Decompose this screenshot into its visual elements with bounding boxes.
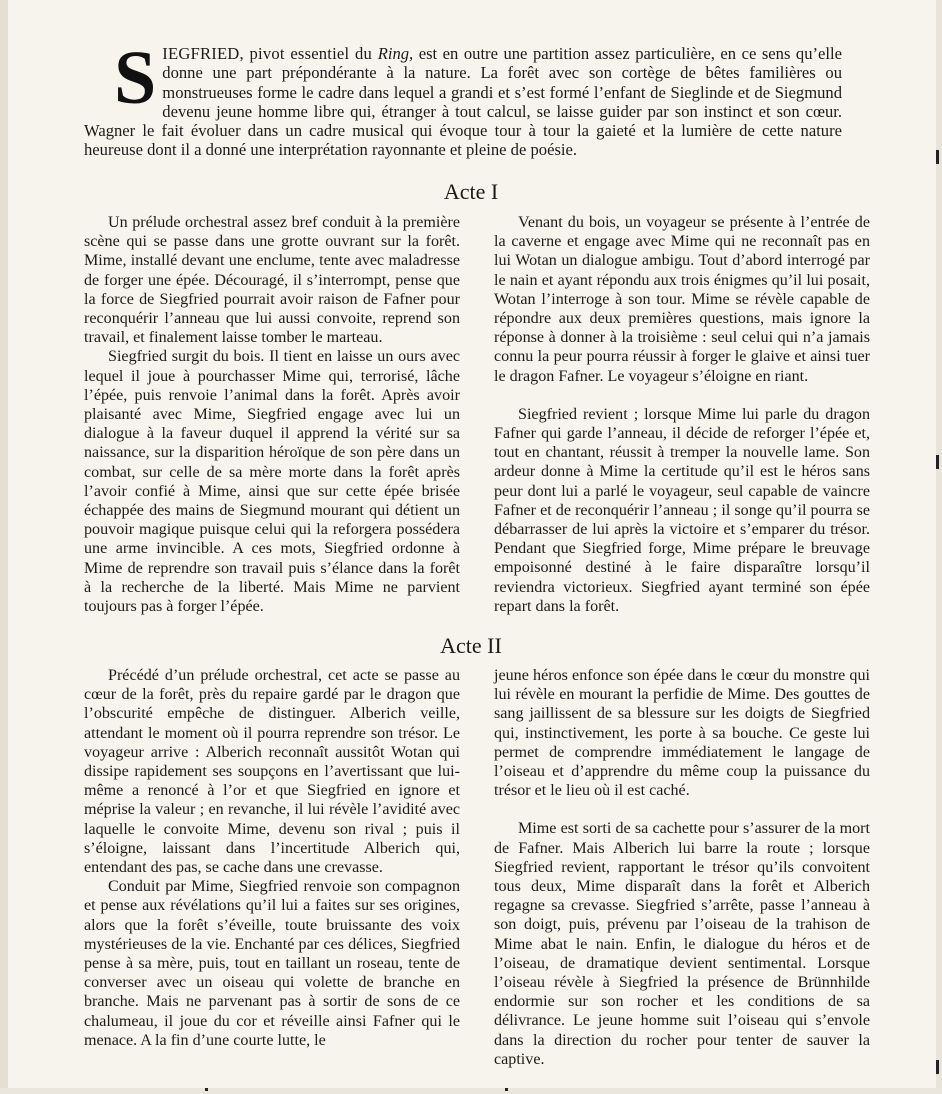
- act-1-right-column: [494, 213, 870, 616]
- scan-edge-right: [936, 0, 942, 1094]
- scan-edge-bottom: [0, 1088, 942, 1094]
- paragraph: Conduit par Mime, Siegfried renvoie son compagnon et pense aux révélations qu’il lui a faites sur ses origines, alors que la forêt s’éveille, toute bruissante des voix mystérieuses de la vie. Enchanté par ces délices, Siegfried pense à sa mère, puis, tout en taillant un roseau, tente de converser avec un oiseau qui volette de branche en branche. Mais ne parvenant pas à sortir de sons de ce chalumeau, il joue du cor et réveille ainsi Fafner qui le menace. A la fin d’une courte lutte, le: [84, 878, 460, 1049]
- scan-mark: [936, 455, 939, 469]
- paragraph: Mime est sorti de sa cachette pour s’assurer de la mort de Fafner. Mais Alberich lui barre la route ; lorsque Siegfried revient, rapportant le trésor qu’ils convoitent tous deux, Mime disparaît dans la forêt et Alberich regagne sa crevasse. Siegfried s’arrête, passe l’anneau à son doigt, puis, prévenu par l’oiseau de la trahison de Mime abat le nain. Enfin, le dialogue du héros et de l’oiseau, de dramatique devient sentimental. Lorsque l’oiseau révèle à Siegfried la présence de Brünnhilde endormie sur son rocher et les conditions de sa délivrance. Le jeune homme suit l’oiseau qui s’envole dans la direction du rocher pour tenter de sauver la captive.: [494, 820, 870, 1068]
- scan-mark: [505, 1088, 508, 1091]
- paragraph: Venant du bois, un voyageur se présente à l’entrée de la caverne et engage avec Mime qui ne reconnaît pas en lui Wotan un dialogue ambigu. Tout d’abord interrogé par le nain et ayant répondu aux trois énigmes qu’il lui posait, Wotan l’interroge à son tour. Mime se révèle capable de répondre aux deux premières questions, mais ignore la réponse à donner à la troisième : seul celui qui n’a jamais connu la peur pourra réussir à forger le glaive et ainsi tuer le dragon Fafner. Le voyageur s’éloigne en riant.: [494, 214, 870, 385]
- paragraph: Siegfried surgit du bois. Il tient en laisse un ours avec lequel il joue à pourchasser Mime qui, terrorisé, lâche l’épée, puis renvoie l’animal dans la forêt. Après avoir plaisanté avec Mime, Siegfried engage avec lui un dialogue à la faveur duquel il apprend la vérité sur sa naissance, sur la disparition héroïque de son père dans un combat, sur celle de sa mère morte dans la forêt après l’avoir confié à Mime, ainsi que sur cette épée brisée échappée des mains de Siegmund mourant qui détient un pouvoir magique puisque celui qui la reforgera possédera une arme invincible. A ces mots, Siegfried ordonne à Mime de reprendre son travail puis s’élance dans la forêt à la recherche de la liberté. Mais Mime ne parvient toujours pas à forger l’épée.: [84, 348, 460, 616]
- paragraph: Précédé d’un prélude orchestral, cet acte se passe au cœur de la forêt, près du repaire gardé par le dragon que l’obscurité empêche de distinguer. Alberich veille, attendant le moment où il pourra reprendre son trésor. Le voyageur arrive : Alberich reconnaît aussitôt Wotan qui dissipe rapidement ses soupçons en l’avertissant que lui-même a renoncé à l’or et que Siegfried en ignore et méprise la valeur ; en revanche, il lui révèle l’avidité avec laquelle le convoite Mime, devenu son rival ; puis il s’éloigne, laissant dans l’incertitude Alberich qui, entendant des pas, se cache dans une crevasse.: [84, 667, 460, 877]
- paragraph: jeune héros enfonce son épée dans le cœur du monstre qui lui révèle en mourant la perfidie de Mime. Des gouttes de sang jaillissent de sa blessure sur les doigts de Siegfried qui, instinctivement, les porte à sa bouche. Ce geste lui permet de comprendre immédiatement le langage de l’oiseau et d’apprendre du même coup la puissance du trésor et le lieu où il est caché.: [494, 667, 870, 800]
- intro-text-start: IEGFRIED, pivot essentiel du: [162, 44, 378, 63]
- intro-paragraph: [84, 36, 842, 160]
- drop-cap: S: [114, 36, 157, 120]
- act-2-heading: Acte II: [440, 633, 502, 658]
- act-2-right-column: [494, 666, 870, 1069]
- scan-mark: [936, 150, 939, 164]
- intro-text-rest: est en outre une partition assez particulière, en ce sens qu’elle donne une part prépondérante à la nature. La forêt avec son cortège de bêtes familières ou monstrueuses forme le cadre dans lequel a grandi et s’est formé l’enfant de Sieglinde et de Siegmund devenu jeune homme libre qui, étranger à tout calcul, se laisse guider par son instinct et son cœur. Wagner le fait évoluer dans un cadre musical qui évoque tour à tour la gaieté et la lumière de cette nature heureuse dont il a donné une interprétation rayonnante et pleine de poésie.: [84, 44, 842, 160]
- scan-edge-left: [0, 0, 8, 1094]
- scan-mark: [936, 1060, 939, 1074]
- act-1-heading: Acte I: [443, 179, 499, 204]
- paragraph: Siegfried revient ; lorsque Mime lui parle du dragon Fafner qui garde l’anneau, il décide de reforger l’épée et, tout en chantant, réussit à tremper la nouvelle lame. Son ardeur donne à Mime la certitude qu’il est le héros sans peur dont lui a parlé le voyageur, seul capable de vaincre Fafner et de reconquérir l’anneau ; il songe qu’il pourra se débarrasser de lui après la victoire et s’emparer du trésor. Pendant que Siegfried forge, Mime prépare le breuvage empoisonné destiné à le faire disparaître lorsqu’il reviendra victorieux. Siegfried ayant terminé son épée repart dans la forêt.: [494, 405, 870, 615]
- act-2-left-column: [84, 666, 460, 1050]
- act-1-left-column: [84, 213, 460, 616]
- scan-mark: [205, 1088, 208, 1091]
- paragraph: Un prélude orchestral assez bref conduit à la première scène qui se passe dans une grotte ouvrant sur la forêt. Mime, installé devant une enclume, tente avec maladresse de forger une épée. Découragé, il s’interrompt, pense que la force de Siegfried pourrait avoir raison de Fafner pour reconquérir l’anneau que lui aussi convoite, reprend son travail, et finalement laisse tomber le marteau.: [84, 214, 460, 347]
- intro-italic-title: Ring,: [377, 44, 414, 63]
